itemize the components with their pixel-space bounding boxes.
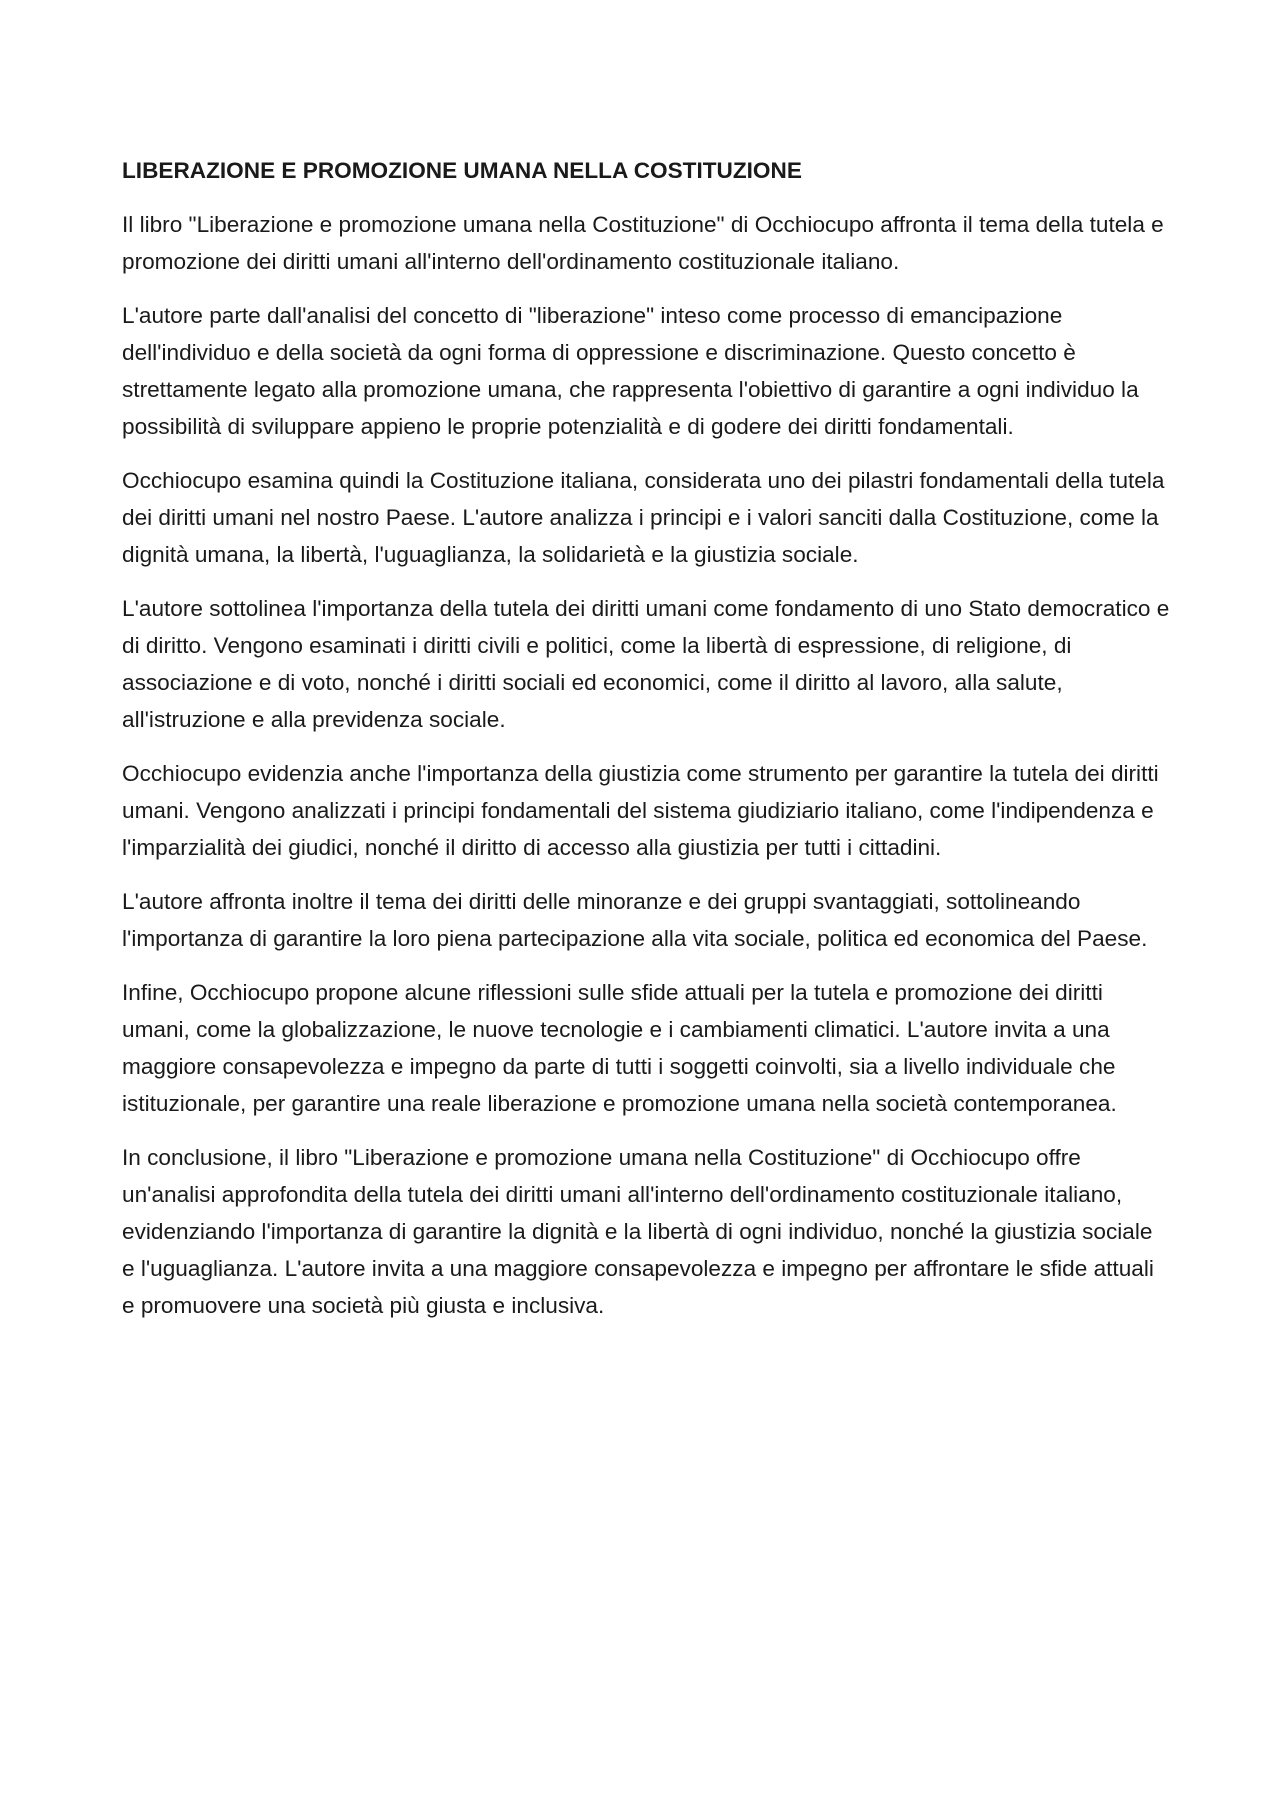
- paragraph-3: Occhiocupo esamina quindi la Costituzione italiana, considerata uno dei pilastri fondamentali della tutela dei diritti umani nel nostro Paese. L'autore analizza i principi e i valori sanciti dalla Costituzione, come la dignità umana, la libertà, l'uguaglianza, la solidarietà e la giustizia sociale.: [122, 468, 1165, 567]
- paragraph-7: Infine, Occhiocupo propone alcune riflessioni sulle sfide attuali per la tutela e promozione dei diritti umani, come la globalizzazione, le nuove tecnologie e i cambiamenti climatici. L'autore invita a una maggiore consapevolezza e impegno da parte di tutti i soggetti coinvolti, sia a livello individuale che istituzionale, per garantire una reale liberazione e promozione umana nella società contemporanea.: [122, 980, 1117, 1116]
- paragraph-2: L'autore parte dall'analisi del concetto di "liberazione" inteso come processo di emancipazione dell'individuo e della società da ogni forma di oppressione e discriminazione. Questo concetto è strettamente legato alla promozione umana, che rappresenta l'obiettivo di garantire a ogni individuo la possibilità di sviluppare appieno le proprie potenzialità e di godere dei diritti fondamentali.: [122, 303, 1139, 439]
- paragraph-4: L'autore sottolinea l'importanza della tutela dei diritti umani come fondamento di uno Stato democratico e di diritto. Vengono esaminati i diritti civili e politici, come la libertà di espressione, di religione, di associazione e di voto, nonché i diritti sociali ed economici, come il diritto al lavoro, alla salute, all'istruzione e alla previdenza sociale.: [122, 596, 1170, 732]
- paragraph-8: In conclusione, il libro "Liberazione e promozione umana nella Costituzione" di Occhiocupo offre un'analisi approfondita della tutela dei diritti umani all'interno dell'ordinamento costituzionale italiano, evidenziando l'importanza di garantire la dignità e la libertà di ogni individuo, nonché la giustizia sociale e l'uguaglianza. L'autore invita a una maggiore consapevolezza e impegno per affrontare le sfide attuali e promuovere una società più giusta e inclusiva.: [122, 1145, 1154, 1318]
- paragraph-6: L'autore affronta inoltre il tema dei diritti delle minoranze e dei gruppi svantaggiati, sottolineando l'importanza di garantire la loro piena partecipazione alla vita sociale, politica ed economica del Paese.: [122, 889, 1148, 951]
- document-body: [122, 152, 1170, 1341]
- document-title: LIBERAZIONE E PROMOZIONE UMANA NELLA COSTITUZIONE: [122, 158, 802, 183]
- paragraph-1: Il libro "Liberazione e promozione umana nella Costituzione" di Occhiocupo affronta il tema della tutela e promozione dei diritti umani all'interno dell'ordinamento costituzionale italiano.: [122, 212, 1164, 274]
- paragraph-5: Occhiocupo evidenzia anche l'importanza della giustizia come strumento per garantire la tutela dei diritti umani. Vengono analizzati i principi fondamentali del sistema giudiziario italiano, come l'indipendenza e l'imparzialità dei giudici, nonché il diritto di accesso alla giustizia per tutti i cittadini.: [122, 761, 1159, 860]
